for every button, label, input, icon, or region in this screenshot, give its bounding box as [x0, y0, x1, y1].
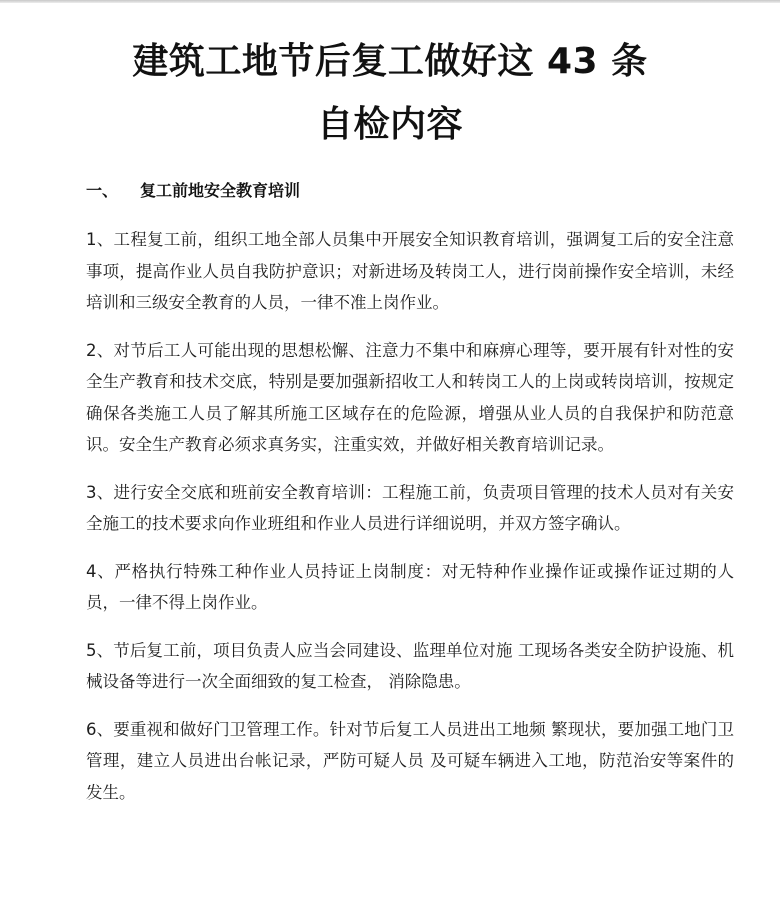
paragraph-1: 1、工程复工前，组织工地全部人员集中开展安全知识教育培训，强调复工后的安全注意事项，提高作业人员自我防护意识；对新进场及转岗工人，进行岗前操作安全培训，未经培训和三级安全教育的人员，一律不准上岗作业。	[86, 230, 734, 312]
document-title	[0, 30, 780, 156]
document-title-line-1: 建筑工地节后复工做好这 43 条	[132, 41, 648, 82]
paragraph-5: 5、节后复工前，项目负责人应当会同建设、监理单位对施 工现场各类安全防护设施、机械设备等进行一次全面细致的复工检查， 消除隐患。	[86, 640, 734, 691]
section-heading	[86, 176, 734, 206]
document-title-line-2: 自检内容	[316, 104, 463, 145]
paragraph-4: 4、严格执行特殊工种作业人员持证上岗制度：对无特种作业操作证或操作证过期的人员，一律不得上岗作业。	[86, 561, 734, 612]
paragraph-3: 3、进行安全交底和班前安全教育培训：工程施工前，负责项目管理的技术人员对有关安全施工的技术要求向作业班组和作业人员进行详细说明，并双方签字确认。	[86, 482, 734, 533]
paragraph-2: 2、对节后工人可能出现的思想松懈、注意力不集中和麻痹心理等，要开展有针对性的安全生产教育和技术交底，特别是要加强新招收工人和转岗工人的上岗或转岗培训，按规定确保各类施工人员了解其所施工区域存在的危险源，增强从业人员的自我保护和防范意识。安全生产教育必须求真务实，注重实效，并做好相关教育培训记录。	[86, 340, 734, 454]
section-number: 一、	[86, 181, 119, 200]
section-heading-text: 复工前地安全教育培训	[140, 181, 301, 200]
paragraph-6: 6、要重视和做好门卫管理工作。针对节后复工人员进出工地频 繁现状，要加强工地门卫管理，建立人员进出台帐记录，严防可疑人员 及可疑车辆进入工地，防范治安等案件的发生。	[86, 719, 734, 802]
